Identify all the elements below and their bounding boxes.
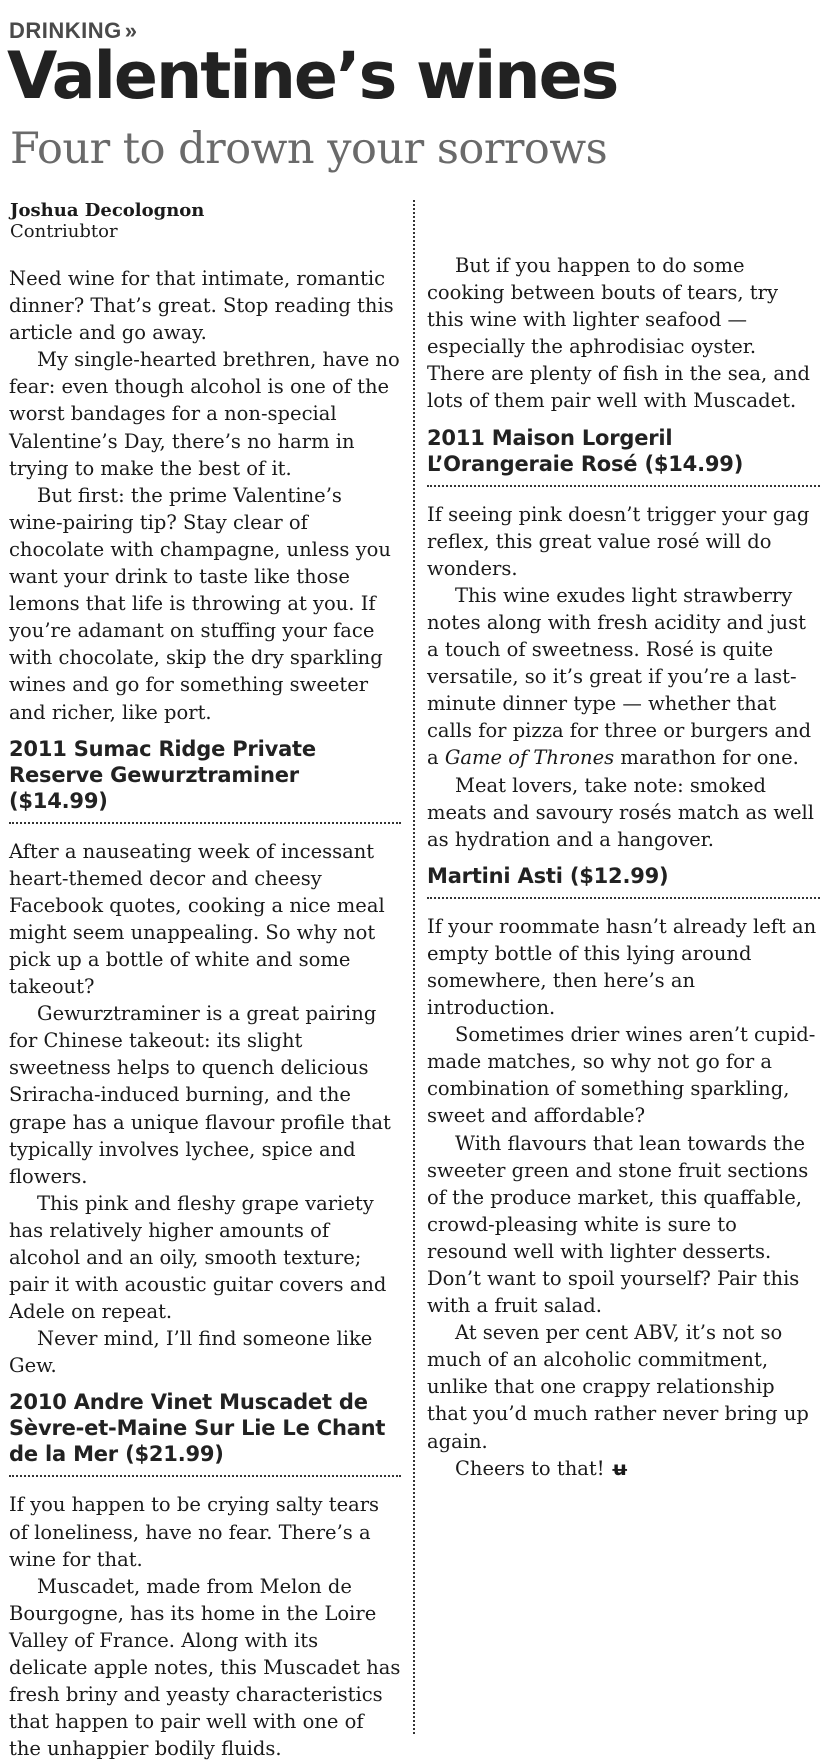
author-role: Contriubtor — [10, 221, 118, 242]
body-paragraph: Muscadet, made from Melon de Bourgogne, has its home in the Loire Valley of France. Along with its delicate apple notes, this Muscadet has fresh briny and yeasty characteristics that happen to pair well with one of the unhappier bodily fluids. — [9, 1574, 401, 1761]
body-paragraph: But if you happen to do some cooking between bouts of tears, try this wine with lighter seafood — especially the aphrodisiac oyster. There are plenty of fish in the sea, and lots of them pair well with Muscadet. — [427, 254, 811, 413]
byline — [10, 200, 204, 242]
intro-paragraph: Need wine for that intimate, romantic dinner? That’s great. Stop reading this article and go away. — [9, 267, 394, 345]
wine-heading-andre: 2010 Andre Vinet Muscadet de Sèvre-et-Maine Sur Lie Le Chant de la Mer ($21.99) — [9, 1390, 386, 1467]
closing-text: Cheers to that! — [455, 1456, 605, 1480]
wine-heading-sumac: 2011 Sumac Ridge Private Reserve Gewurztraminer ($14.99) — [9, 736, 316, 813]
heading-rule — [9, 1475, 401, 1477]
double-chevron-icon: » — [124, 18, 138, 43]
kicker-label: DRINKING — [9, 18, 122, 43]
column-right — [427, 252, 820, 1482]
column-left — [9, 265, 401, 1762]
body-paragraph: Meat lovers, take note: smoked meats and savoury rosés match as well as hydration and a hangover. — [427, 773, 815, 851]
wine-heading-maison: 2011 Maison Lorgeril L’Orangeraie Rosé ($14.99) — [427, 425, 744, 476]
body-text: marathon for one. — [614, 746, 799, 770]
body-paragraph: If your roommate hasn’t already left an empty bottle of this lying around somewhere, then here’s an introduction. — [427, 914, 817, 1020]
body-paragraph: This pink and fleshy grape variety has relatively higher amounts of alcohol and an oily, smooth texture; pair it with acoustic guitar covers and Adele on repeat. — [9, 1191, 387, 1324]
body-paragraph: Sometimes drier wines aren’t cupid-made matches, so why not go for a combination of something sparkling, sweet and affordable? — [427, 1023, 816, 1128]
body-paragraph: At seven per cent ABV, it’s not so much of an alcoholic commitment, unlike that one crappy relationship that you’d much rather never bring up again. — [427, 1321, 809, 1453]
body-paragraph: If seeing pink doesn’t trigger your gag reflex, this great value rosé will do wonders. — [427, 502, 810, 580]
body-paragraph: Never mind, I’ll find someone like Gew. — [9, 1327, 373, 1378]
heading-rule — [427, 897, 820, 899]
deck: Four to drown your sorrows — [10, 124, 608, 174]
heading-rule — [427, 485, 820, 487]
italic-title: Game of Thrones — [444, 746, 615, 770]
body-text: This wine exudes light strawberry notes along with fresh acidity and just a touch of sweetness. Rosé is quite versatile, so it’s great if you’re a last-minute dinner type — whether that calls for pizza for three or burgers and a — [427, 583, 812, 770]
author-name: Joshua Decolognon — [10, 200, 205, 221]
column-divider — [413, 200, 415, 1734]
body-paragraph — [427, 1455, 820, 1482]
body-paragraph: If you happen to be crying salty tears of loneliness, have no fear. There’s a wine for that. — [9, 1493, 380, 1571]
body-paragraph — [427, 582, 820, 772]
body-paragraph: After a nauseating week of incessant heart-themed decor and cheesy Facebook quotes, cooking a nice meal might seem unappealing. So why not pick up a bottle of white and some takeout? — [9, 839, 385, 999]
intro-paragraph: But first: the prime Valentine’s wine-pairing tip? Stay clear of chocolate with champagne, unless you want your drink to taste like those lemons that life is throwing at you. If you’re adamant on stuffing your face with chocolate, skip the dry sparkling wines and go for something sweeter and richer, like port. — [9, 483, 391, 724]
end-mark-icon: ʉ — [610, 1456, 629, 1480]
headline: Valentine’s wines — [7, 39, 618, 114]
wine-heading-martini: Martini Asti ($12.99) — [427, 863, 669, 888]
body-paragraph: With flavours that lean towards the sweeter green and stone fruit sections of the produce market, this quaffable, crowd-pleasing white is sure to resound well with lighter desserts. Don’t want to spoil yourself? Pair this with a fruit salad. — [427, 1131, 809, 1318]
intro-paragraph: My single-hearted brethren, have no fear: even though alcohol is one of the worst bandages for a non-special Valentine’s Day, there’s no harm in trying to make the best of it. — [9, 348, 400, 480]
body-paragraph: Gewurztraminer is a great pairing for Chinese takeout: its slight sweetness helps to quench delicious Sriracha-induced burning, and the grape has a unique flavour profile that typically involves lychee, spice and flowers. — [9, 1002, 391, 1188]
heading-rule — [9, 822, 401, 824]
